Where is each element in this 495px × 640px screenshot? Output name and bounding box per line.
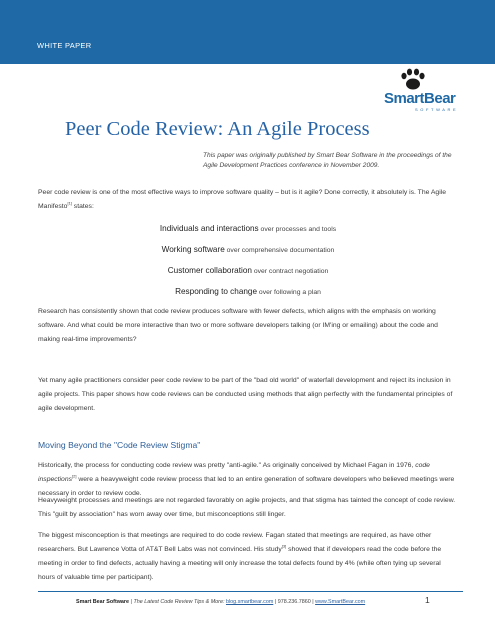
page-title: Peer Code Review: An Agile Process: [65, 118, 370, 140]
section-heading: Moving Beyond the "Code Review Stigma": [38, 440, 201, 450]
logo-wordmark: SmartBear: [384, 90, 456, 107]
page-number: 1: [425, 595, 430, 605]
blog-link[interactable]: blog.smartbear.com: [225, 599, 274, 605]
banner-label: WHITE PAPER: [37, 41, 92, 50]
publication-note: This paper was originally published by Smart Bear Software in the proceedings of the Agile Development Practices conference in November 2009.: [203, 152, 452, 169]
research-paragraph: Research has consistently shown that code review produces software with fewer defects, which aligns with the emphasis on working software. And what could be more interactive than two or more software developers talking (or IM'ing or emailing) about the code and making real-time improvements?: [38, 308, 438, 343]
manifesto-line: Working software over comprehensive documentation: [161, 245, 335, 254]
logo-subtitle: SOFTWARE: [415, 107, 459, 112]
website-link[interactable]: www.SmartBear.com: [315, 599, 366, 605]
footer-tips: The Latest Code Review Tips & More:: [133, 599, 226, 605]
misconception-paragraph: The biggest misconception is that meetings are required to do code review. Fagan stated that meetings are required, as have other researchers. But Lawrence Votta of AT&T Bell Labs was not convinced. His study[3] showed that if developers read the code before the meeting in order to find defects, actually having a meeting will only increase the total defects found by 4% (while often tying up several hours of valuable time per participant).: [38, 532, 442, 581]
page-footer: Smart Bear Software | The Latest Code Review Tips & More: blog.smartbear.com | 978.236.7860 | www.SmartBear.com: [76, 599, 366, 605]
manifesto-line: Customer collaboration over contract negotiation: [167, 266, 329, 275]
header-banner: [0, 0, 495, 64]
smartbear-logo: [384, 67, 464, 117]
footnote-ref: [3]: [281, 543, 287, 549]
footer-divider: [38, 591, 463, 592]
footnote-ref: [2]: [72, 473, 77, 479]
footer-company: Smart Bear Software: [76, 599, 130, 605]
intro-paragraph: Peer code review is one of the most effective ways to improve software quality – but is it agile? Done correctly, it absolutely is. The Agile Manifesto[1] states:: [38, 189, 447, 210]
footnote-ref: [1]: [67, 200, 72, 206]
history-paragraph: Historically, the process for conducting code review was pretty "anti-agile." As originally conceived by Michael Fagan in 1976, code inspections[2] were a heavyweight code review process that led to an entire generation of software developers who believed meetings were necessary in order to review code.: [38, 462, 455, 497]
heavyweight-paragraph: Heavyweight processes and meetings are not regarded favorably on agile projects, and that stigma has tainted the concept of code review. This "guilt by association" has worn away over time, but misconceptions still linger.: [38, 497, 456, 518]
manifesto-line: Individuals and interactions over processes and tools: [159, 224, 337, 233]
bear-paw-icon: [399, 67, 427, 91]
agile-paragraph: Yet many agile practitioners consider peer code review to be part of the "bad old world" of waterfall development and reject its inclusion in agile projects. This paper shows how code reviews can be conducted using methods that align perfectly with the fundamental principles of agile development.: [38, 377, 453, 412]
footer-phone: 978.236.7860: [277, 599, 311, 605]
manifesto-line: Responding to change over following a plan: [175, 287, 321, 296]
